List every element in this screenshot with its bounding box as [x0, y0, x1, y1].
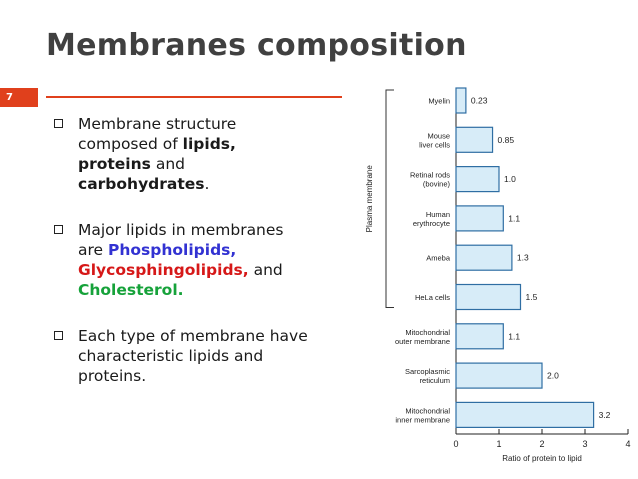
category-label: HeLa cells: [414, 293, 450, 302]
bullet-membrane-structure: Membrane structure composed of lipids, proteins and carbohydrates.: [54, 114, 344, 194]
bar: [456, 206, 503, 231]
category-label: inner membrane: [395, 415, 450, 425]
x-tick-label: 4: [625, 439, 631, 449]
data-label: 1.5: [525, 292, 538, 302]
category-label: Mitochondrial: [405, 327, 450, 337]
x-tick-label: 2: [539, 439, 545, 449]
square-bullet-icon: [54, 225, 63, 234]
data-label: 2.0: [547, 370, 559, 381]
bar: [456, 324, 503, 349]
square-bullet-icon: [54, 119, 63, 128]
bullet-list: [54, 114, 344, 386]
bar: [456, 402, 594, 427]
protein-lipid-ratio-chart: [352, 82, 636, 474]
category-label: Sarcoplasmic: [404, 367, 450, 377]
category-label: Retinal rods: [409, 170, 450, 180]
plasma-membrane-bracket: [386, 90, 394, 308]
category-label: outer membrane: [394, 336, 450, 346]
bar: [456, 285, 521, 310]
data-label: 1.1: [508, 331, 521, 342]
x-tick-label: 0: [453, 439, 459, 449]
bar: [456, 363, 542, 388]
data-label: 1.3: [516, 252, 529, 263]
category-label: Human: [425, 209, 450, 219]
category-label: erythrocyte: [412, 218, 450, 228]
group-label: Plasma membrane: [365, 165, 374, 233]
category-label: liver cells: [419, 140, 450, 150]
category-label: reticulum: [419, 376, 450, 386]
data-label: 0.23: [470, 95, 488, 106]
bar: [456, 167, 499, 192]
bullet-major-lipids: Major lipids in membranes are Phospholipids, Glycosphingolipids, and Cholesterol.: [54, 220, 344, 300]
x-tick-label: 1: [496, 439, 502, 449]
x-tick-label: 3: [582, 439, 588, 449]
bullet-membrane-types: Each type of membrane have characteristic lipids and proteins.: [54, 326, 344, 386]
category-label: (bovine): [422, 179, 450, 189]
bar: [456, 245, 512, 270]
glycosphingolipids-term: Glycosphingolipids: [78, 261, 243, 279]
slide-title: Membranes composition: [46, 28, 467, 63]
title-divider: [46, 96, 342, 98]
data-label: 1.0: [504, 174, 516, 185]
cholesterol-term: Cholesterol: [78, 281, 178, 299]
phospholipids-term: Phospholipids: [108, 241, 231, 259]
data-label: 3.2: [598, 409, 611, 420]
category-label: Myelin: [428, 96, 450, 106]
x-axis-label: Ratio of protein to lipid: [502, 454, 582, 463]
category-label: Mouse: [427, 131, 450, 141]
slide-number: 7: [0, 88, 38, 107]
bar: [456, 88, 466, 113]
category-label: Ameba: [426, 253, 450, 263]
data-label: 0.85: [497, 134, 515, 145]
data-label: 1.1: [508, 213, 521, 224]
bar: [456, 127, 493, 152]
square-bullet-icon: [54, 331, 63, 340]
category-label: Mitochondrial: [405, 406, 450, 416]
